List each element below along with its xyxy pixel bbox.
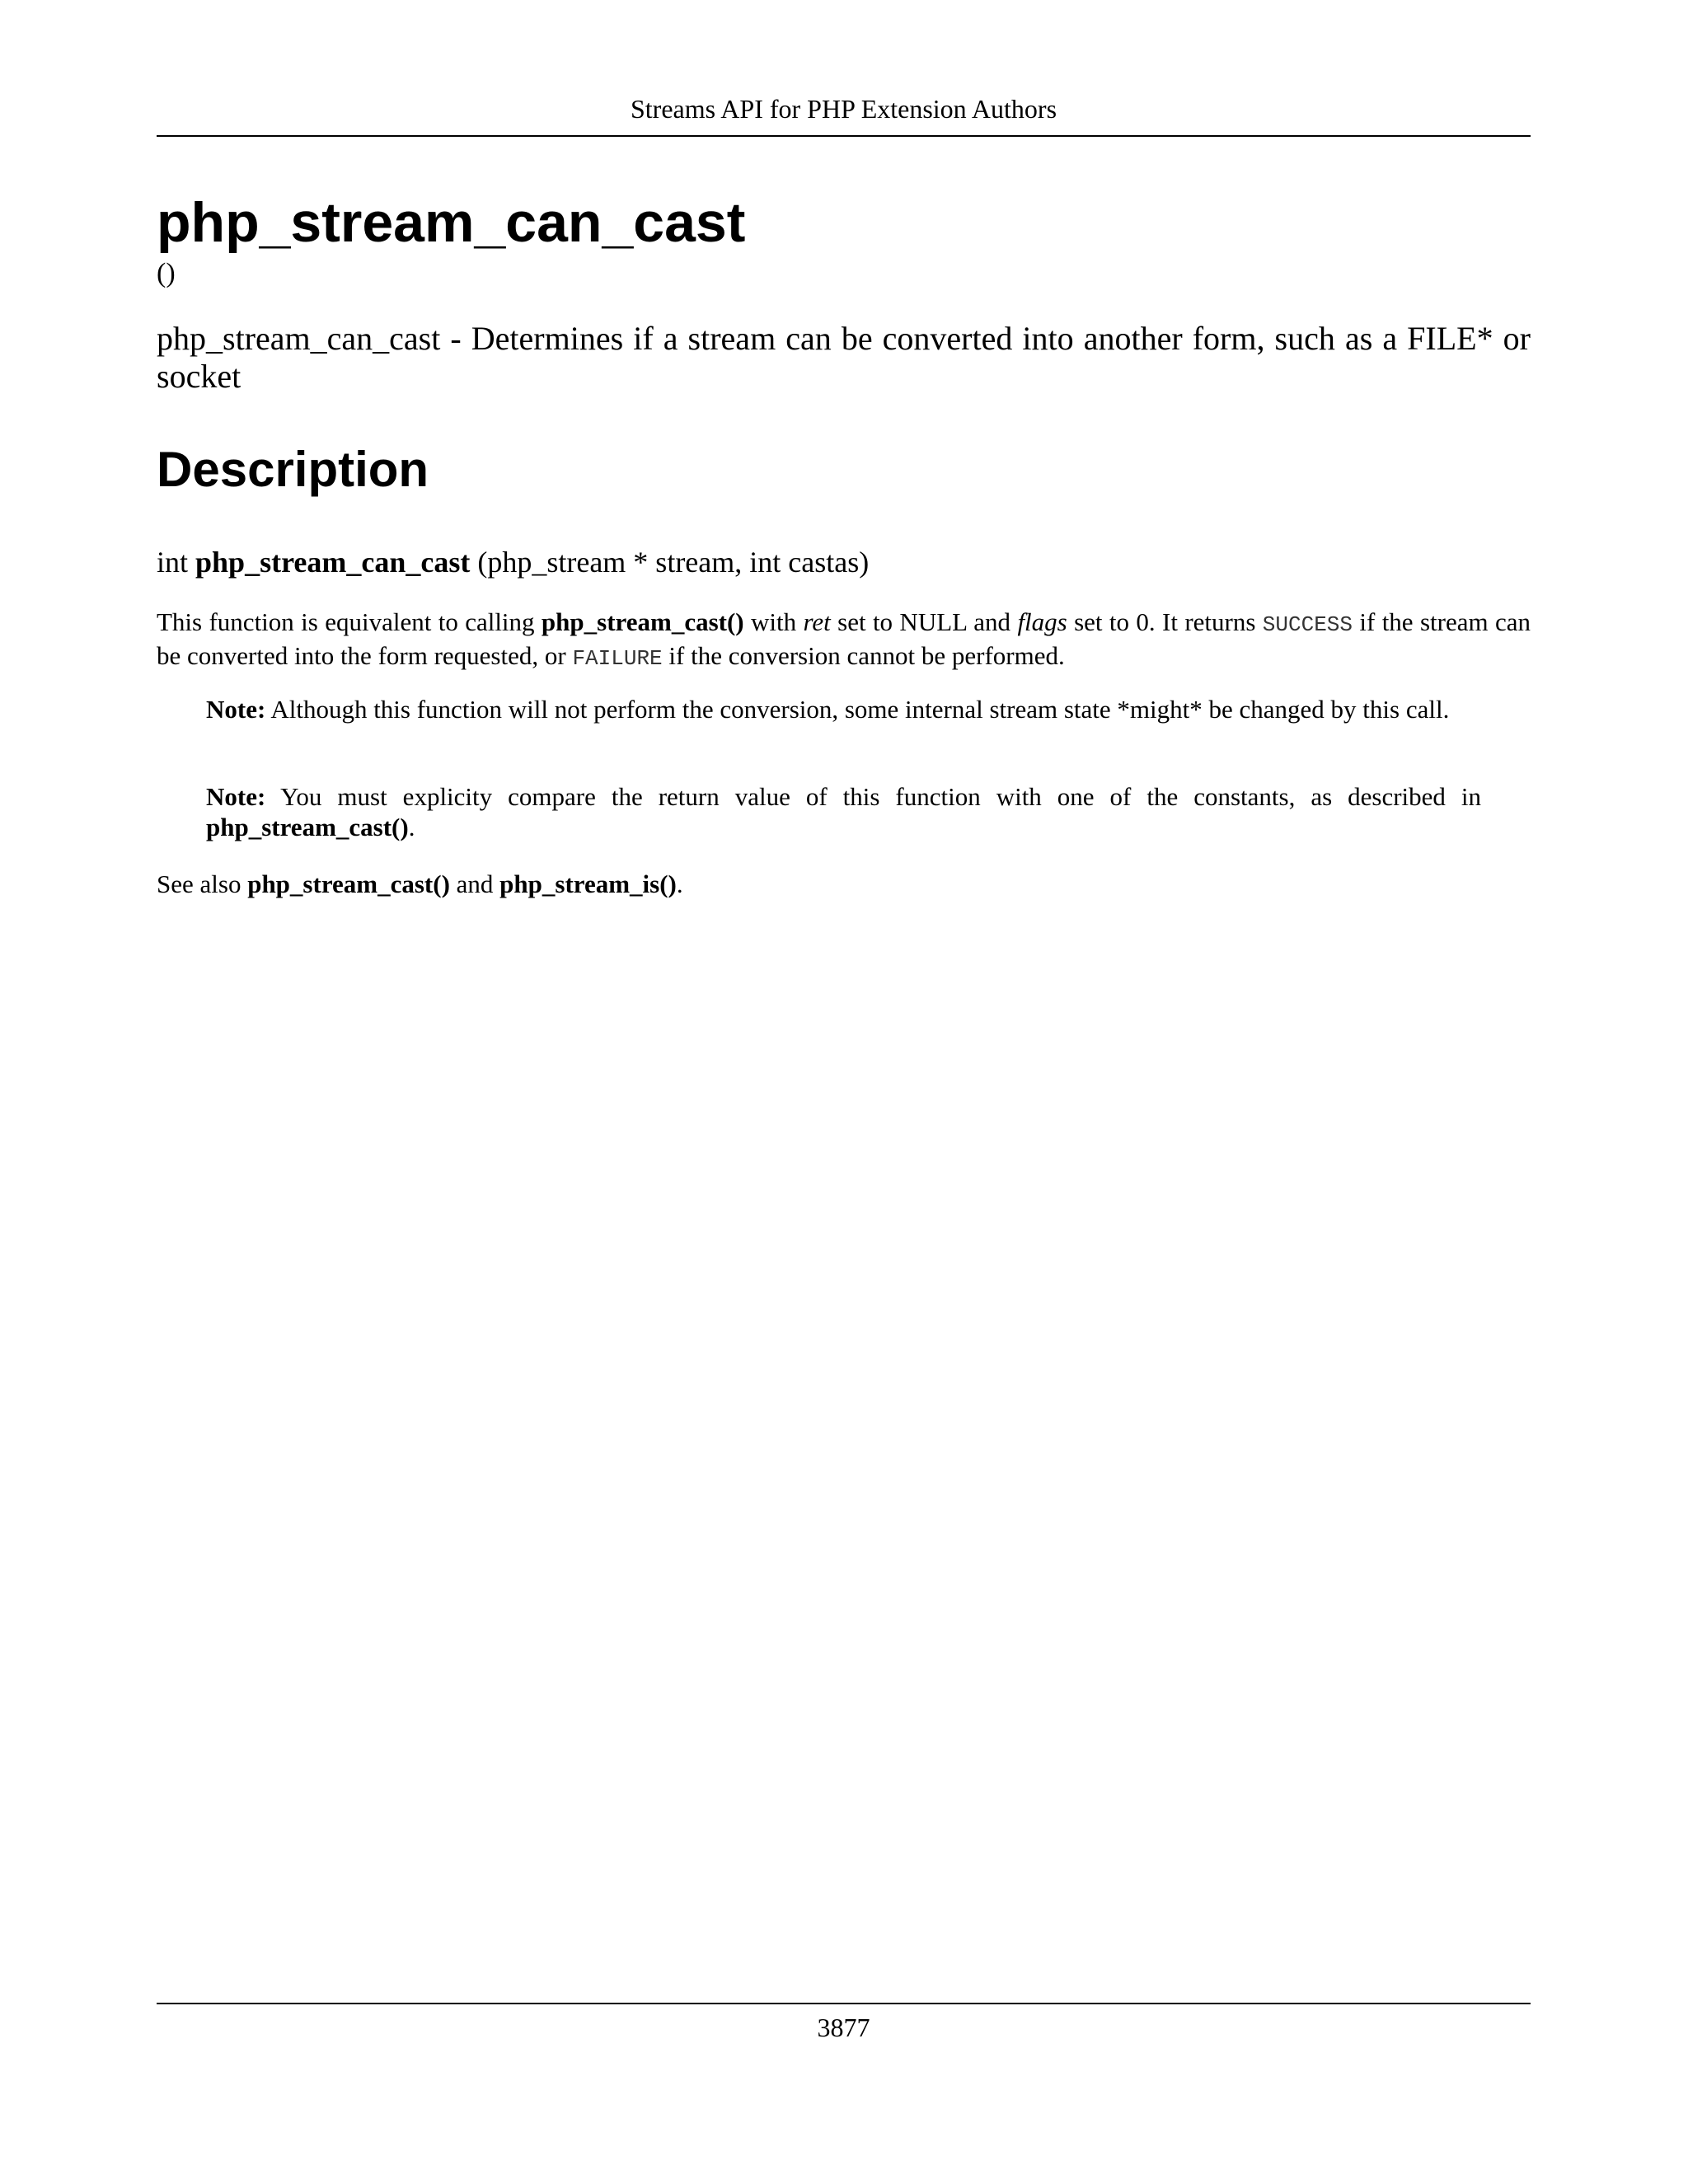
description-heading: Description	[157, 442, 429, 497]
document-page	[157, 0, 1531, 2184]
constant-success: SUCCESS	[1262, 612, 1353, 637]
note-text: You must explicity compare the return value of this function with one of the constants, as described in	[265, 782, 1481, 811]
description-paragraph	[157, 607, 1531, 674]
function-link-php-stream-cast[interactable]: php_stream_cast()	[206, 813, 409, 841]
synopsis-params: (php_stream * stream, int castas)	[477, 546, 870, 579]
para-text: This function is equivalent to calling	[157, 607, 542, 636]
note-text: Although this function will not perform the conversion, some internal stream state *might* be changed by this call.	[265, 695, 1450, 724]
function-purpose: php_stream_can_cast - Determines if a stream can be converted into another form, such as a FILE* or socket	[157, 320, 1531, 395]
para-text: and	[449, 869, 500, 898]
function-title: php_stream_can_cast	[157, 191, 746, 254]
constant-failure: FAILURE	[572, 646, 663, 671]
note-text: .	[408, 813, 415, 841]
note-label: Note:	[206, 782, 266, 811]
para-text: set to 0. It returns	[1067, 607, 1263, 636]
header-rule	[157, 135, 1531, 137]
running-header: Streams API for PHP Extension Authors	[630, 94, 1057, 124]
param-flags: flags	[1017, 607, 1067, 636]
synopsis-function-name: php_stream_can_cast	[195, 546, 471, 579]
para-text: See also	[157, 869, 248, 898]
function-synopsis	[157, 544, 869, 580]
function-link-php-stream-cast[interactable]: php_stream_cast()	[247, 869, 450, 898]
footer-rule	[157, 2003, 1531, 2004]
para-text: .	[676, 869, 683, 898]
synopsis-return-type: int	[157, 546, 189, 579]
note-label: Note:	[206, 695, 266, 724]
function-link-php-stream-cast[interactable]: php_stream_cast()	[541, 607, 744, 636]
function-parens: ()	[157, 258, 176, 288]
page-number: 3877	[817, 2013, 870, 2042]
function-link-php-stream-is[interactable]: php_stream_is()	[499, 869, 677, 898]
para-text: with	[743, 607, 804, 636]
para-text: if the conversion cannot be performed.	[662, 641, 1065, 670]
see-also-paragraph	[157, 869, 1531, 899]
note-block	[206, 781, 1481, 842]
para-text: if the stream can be converted into the form requested, or	[157, 607, 1531, 670]
para-text: set to NULL and	[830, 607, 1018, 636]
note-block	[206, 694, 1481, 724]
param-ret: ret	[803, 607, 831, 636]
